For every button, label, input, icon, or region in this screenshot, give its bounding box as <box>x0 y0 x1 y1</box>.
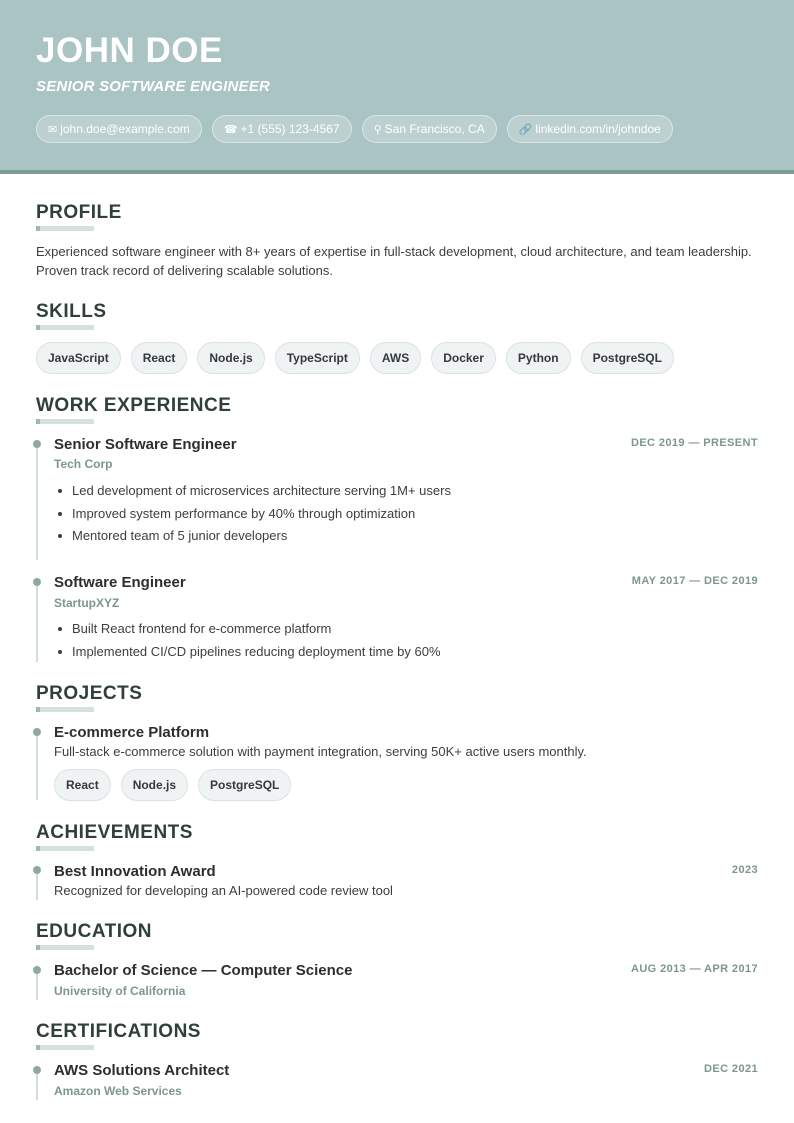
skill-tag: React <box>131 342 188 374</box>
education-school: University of California <box>54 984 186 998</box>
tech-tag: Node.js <box>121 769 188 801</box>
project-title: E-commerce Platform <box>54 724 210 741</box>
profile-text: Experienced software engineer with 8+ years of expertise in full-stack development, cloud architecture, and team leadership. Proven track record of delivering scalable solutions. <box>36 244 752 278</box>
certification-issuer: Amazon Web Services <box>54 1084 182 1098</box>
section-title-experience: WORK EXPERIENCE <box>36 395 232 416</box>
section-underline <box>36 226 94 231</box>
timeline-dot <box>33 866 41 874</box>
timeline-line <box>36 440 38 560</box>
contact-email[interactable] <box>36 115 202 143</box>
section-underline <box>36 707 94 712</box>
contact-linkedin-text: linkedin.com/in/johndoe <box>535 122 661 136</box>
certification-date: DEC 2021 <box>704 1063 758 1075</box>
job-company: StartupXYZ <box>54 596 120 610</box>
section-underline <box>36 846 94 851</box>
section-title-education: EDUCATION <box>36 921 153 942</box>
section-underline <box>36 325 94 330</box>
section-title-profile: PROFILE <box>36 202 122 223</box>
job-dates: MAY 2017 — DEC 2019 <box>631 575 758 587</box>
job-title: Senior Software Engineer <box>54 436 237 453</box>
education-dates: AUG 2013 — APR 2017 <box>630 963 758 975</box>
contact-location <box>362 115 497 143</box>
skill-tag: TypeScript <box>275 342 360 374</box>
skill-tag: Python <box>506 342 571 374</box>
skill-tag: Node.js <box>197 342 264 374</box>
timeline-dot <box>33 966 41 974</box>
education-degree: Bachelor of Science — Computer Science <box>54 962 353 979</box>
skill-tag: AWS <box>370 342 421 374</box>
timeline-dot <box>33 1066 41 1074</box>
achievement-title: Best Innovation Award <box>54 863 216 880</box>
contact-phone-text: +1 (555) 123-4567 <box>240 122 340 136</box>
section-underline <box>36 1045 94 1050</box>
job-bullets <box>54 482 451 550</box>
phone-icon: ☎ <box>223 123 238 136</box>
achievement-date: 2023 <box>731 864 758 876</box>
section-underline <box>36 945 94 950</box>
certification-name: AWS Solutions Architect <box>54 1062 230 1079</box>
tech-tag: React <box>54 769 111 801</box>
list-item: Implemented CI/CD pipelines reducing deployment time by 60% <box>54 643 441 666</box>
project-tech-list <box>54 769 291 801</box>
achievement-description: Recognized for developing an AI-powered code review tool <box>54 883 393 898</box>
job-dates: DEC 2019 — PRESENT <box>630 437 758 449</box>
contact-list <box>36 115 673 143</box>
timeline-line <box>36 578 38 662</box>
section-title-skills: SKILLS <box>36 301 107 322</box>
list-item: Led development of microservices architecture serving 1M+ users <box>54 482 451 505</box>
header-divider <box>0 170 794 174</box>
section-title-achievements: ACHIEVEMENTS <box>36 822 193 843</box>
skill-tag: PostgreSQL <box>581 342 674 374</box>
link-icon: 🔗 <box>518 123 533 136</box>
candidate-title: SENIOR SOFTWARE ENGINEER <box>36 78 270 95</box>
job-company: Tech Corp <box>54 457 113 471</box>
skill-tag: Docker <box>431 342 496 374</box>
list-item: Mentored team of 5 junior developers <box>54 527 451 550</box>
section-title-projects: PROJECTS <box>36 683 143 704</box>
section-underline <box>36 419 94 424</box>
timeline-dot <box>33 578 41 586</box>
job-bullets <box>54 620 441 665</box>
timeline-dot <box>33 728 41 736</box>
location-icon: ⚲ <box>373 123 382 136</box>
list-item: Improved system performance by 40% through optimization <box>54 505 451 528</box>
timeline-line <box>36 728 38 800</box>
envelope-icon: ✉ <box>48 123 58 136</box>
candidate-name: JOHN DOE <box>36 31 223 70</box>
project-description: Full-stack e-commerce solution with payment integration, serving 50K+ active users monthly. <box>54 744 587 759</box>
timeline-dot <box>33 440 41 448</box>
resume-header <box>0 0 794 170</box>
list-item: Built React frontend for e-commerce platform <box>54 620 441 643</box>
tech-tag: PostgreSQL <box>198 769 291 801</box>
contact-linkedin[interactable] <box>507 115 673 143</box>
contact-phone[interactable] <box>212 115 352 143</box>
contact-email-text: john.doe@example.com <box>60 122 190 136</box>
skills-list <box>36 342 674 374</box>
section-title-certifications: CERTIFICATIONS <box>36 1021 201 1042</box>
skill-tag: JavaScript <box>36 342 121 374</box>
contact-location-text: San Francisco, CA <box>384 122 485 136</box>
job-title: Software Engineer <box>54 574 186 591</box>
